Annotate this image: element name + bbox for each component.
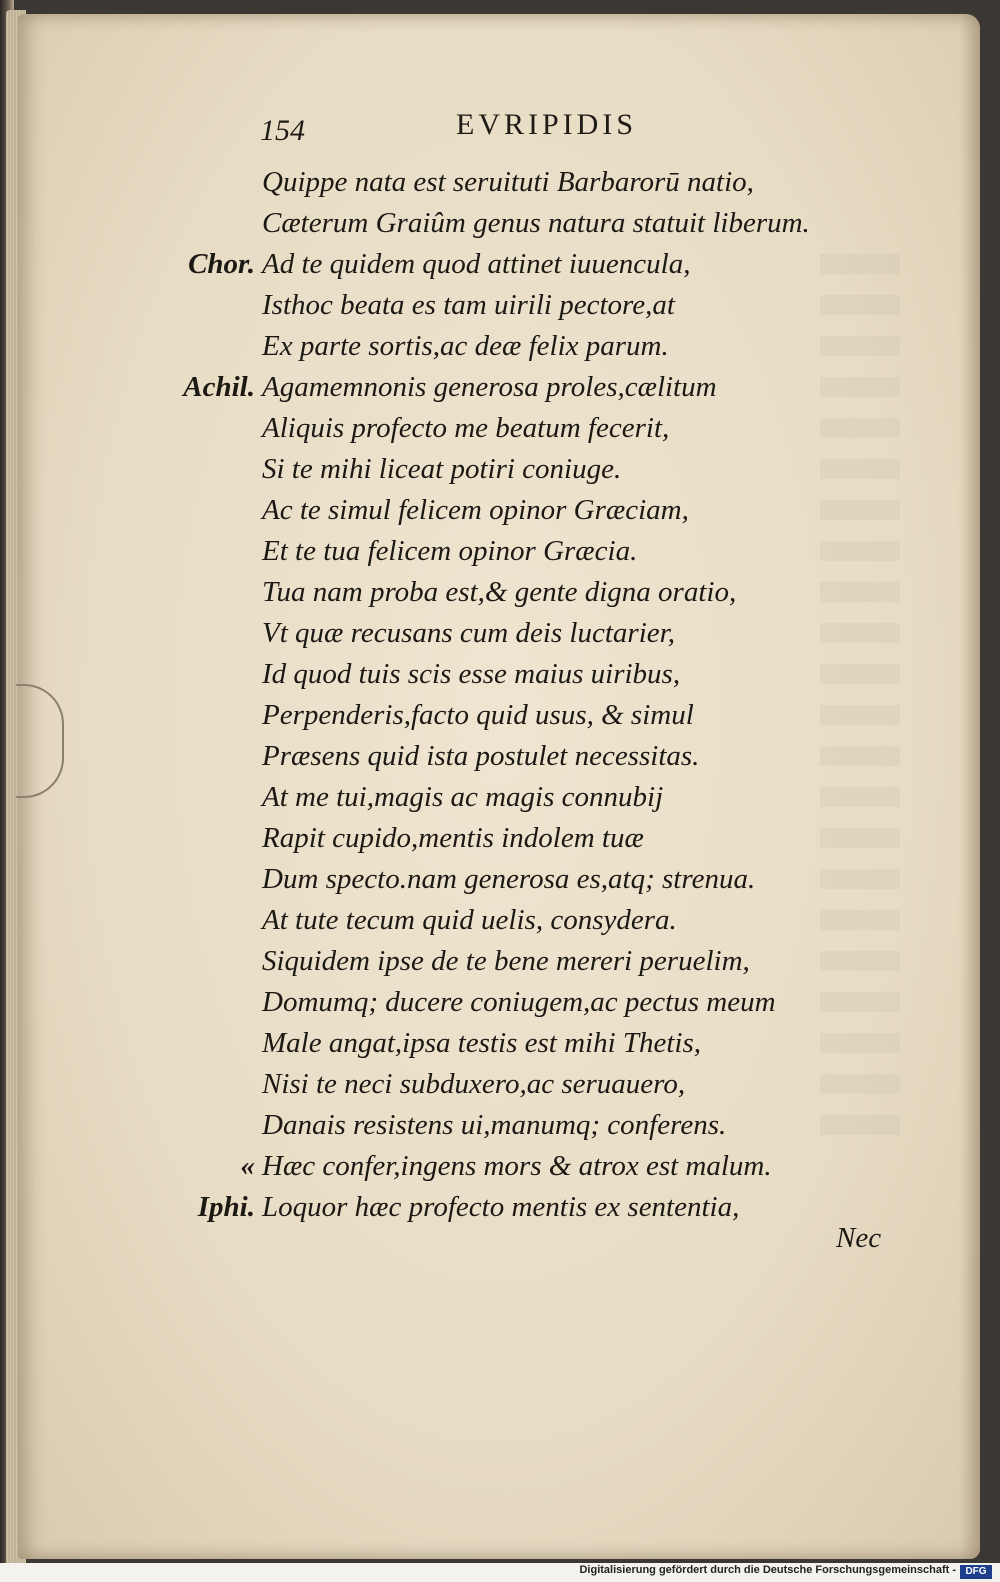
verse-text: Ad te quidem quod attinet iuuencula, <box>262 248 691 280</box>
verse-text: Aliquis profecto me beatum fecerit, <box>262 412 670 444</box>
verse-text: Si te mihi liceat potiri coniuge. <box>262 453 622 485</box>
catchword: Nec <box>836 1222 882 1254</box>
verse-line <box>18 1105 980 1146</box>
verse-line <box>18 695 980 736</box>
verse-text: Male angat,ipsa testis est mihi Thetis, <box>262 1027 702 1059</box>
funding-notice: Digitalisierung gefördert durch die Deutsche Forschungsgemeinschaft - <box>579 1564 956 1576</box>
verse-text: Quippe nata est seruituti Barbarorū natio, <box>262 166 754 198</box>
verse-line <box>18 408 980 449</box>
verse-line <box>18 859 980 900</box>
verse-text: Vt quæ recusans cum deis luctarier, <box>262 617 675 649</box>
dfg-logo: DFG <box>960 1565 992 1579</box>
verse-text: Perpenderis,facto quid usus, & simul <box>262 699 694 731</box>
verse-text: Danais resistens ui,manumq; conferens. <box>262 1109 727 1141</box>
verse-text: Præsens quid ista postulet necessitas. <box>262 740 700 772</box>
verse-text: Siquidem ipse de te bene mereri peruelim, <box>262 945 750 977</box>
verse-line <box>18 285 980 326</box>
running-title: EVRIPIDIS <box>456 108 638 141</box>
verse-block <box>18 162 980 1228</box>
speaker-label: Chor. <box>188 248 255 280</box>
verse-line <box>18 244 980 285</box>
verse-text: Hæc confer,ingens mors & atrox est malum. <box>262 1150 772 1182</box>
verse-text: Domumq; ducere coniugem,ac pectus meum <box>262 986 776 1018</box>
verse-text: At tute tecum quid uelis, consydera. <box>262 904 677 936</box>
speaker-label: « <box>240 1150 255 1182</box>
verse-line <box>18 162 980 203</box>
verse-text: Ex parte sortis,ac deæ felix parum. <box>262 330 669 362</box>
book-page <box>18 14 980 1559</box>
verse-text: Agamemnonis generosa proles,cælitum <box>262 371 717 403</box>
speaker-label: Achil. <box>183 371 255 403</box>
running-head <box>18 108 980 154</box>
verse-text: Cæterum Graiûm genus natura statuit liberum. <box>262 207 810 239</box>
speaker-label: Iphi. <box>197 1191 255 1223</box>
verse-line <box>18 326 980 367</box>
verse-text: Isthoc beata es tam uirili pectore,at <box>262 289 675 321</box>
verse-text: Ac te simul felicem opinor Græciam, <box>262 494 689 526</box>
verse-text: Et te tua felicem opinor Græcia. <box>262 535 638 567</box>
verse-line <box>18 654 980 695</box>
verse-line <box>18 1064 980 1105</box>
verse-text: Dum specto.nam generosa es,atq; strenua. <box>262 863 756 895</box>
verse-line <box>18 613 980 654</box>
verse-line <box>18 818 980 859</box>
verse-line <box>18 490 980 531</box>
verse-line <box>18 203 980 244</box>
verse-line <box>18 736 980 777</box>
verse-text: Loquor hæc profecto mentis ex sententia, <box>262 1191 740 1223</box>
verse-line <box>18 1023 980 1064</box>
verse-line <box>18 777 980 818</box>
verse-line <box>18 367 980 408</box>
verse-text: Rapit cupido,mentis indolem tuæ <box>262 822 644 854</box>
verse-text: At me tui,magis ac magis connubij <box>262 781 664 813</box>
verse-line <box>18 900 980 941</box>
verse-line <box>18 572 980 613</box>
verse-line <box>18 531 980 572</box>
verse-line <box>18 982 980 1023</box>
verse-line <box>18 1146 980 1187</box>
verse-text: Tua nam proba est,& gente digna oratio, <box>262 576 737 608</box>
digitization-footer <box>0 1563 1000 1582</box>
page-number: 154 <box>260 114 305 147</box>
verse-line <box>18 941 980 982</box>
verse-line <box>18 449 980 490</box>
verse-text: Id quod tuis scis esse maius uiribus, <box>262 658 681 690</box>
verse-text: Nisi te neci subduxero,ac seruauero, <box>262 1068 686 1100</box>
